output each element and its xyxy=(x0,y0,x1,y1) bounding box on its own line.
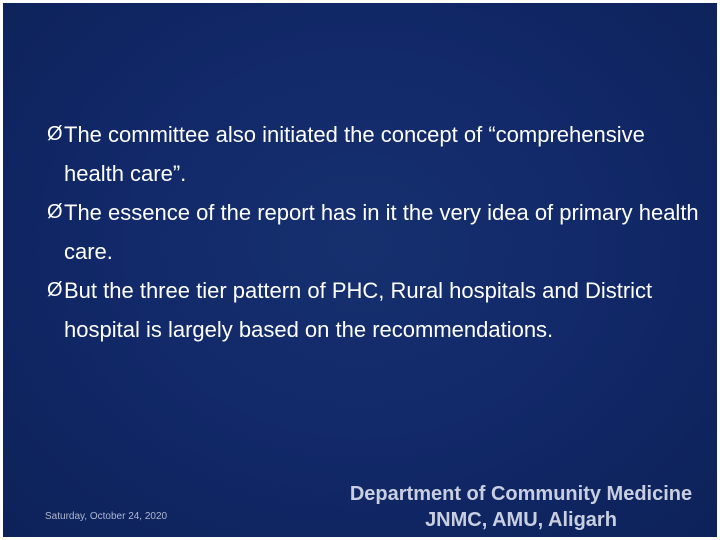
bullet-item xyxy=(47,193,707,271)
bullet-text: The essence of the report has in it the very idea of primary health care. xyxy=(64,200,699,264)
footer-department xyxy=(321,481,720,533)
footer-date: Saturday, October 24, 2020 xyxy=(45,511,168,522)
bullet-text: The committee also initiated the concept of “comprehensive health care”. xyxy=(64,122,645,186)
arrow-bullet-icon: Ø xyxy=(47,279,63,301)
department-name: Department of Community Medicine xyxy=(349,483,693,505)
bullet-item xyxy=(47,271,707,349)
arrow-bullet-icon: Ø xyxy=(47,123,63,145)
bullet-list xyxy=(47,115,707,349)
bullet-item xyxy=(47,115,707,193)
bullet-text: But the three tier pattern of PHC, Rural hospitals and District hospital is largely based on the recommendations. xyxy=(64,278,653,342)
arrow-bullet-icon: Ø xyxy=(47,201,63,223)
institution-name: JNMC, AMU, Aligarh xyxy=(425,509,617,531)
